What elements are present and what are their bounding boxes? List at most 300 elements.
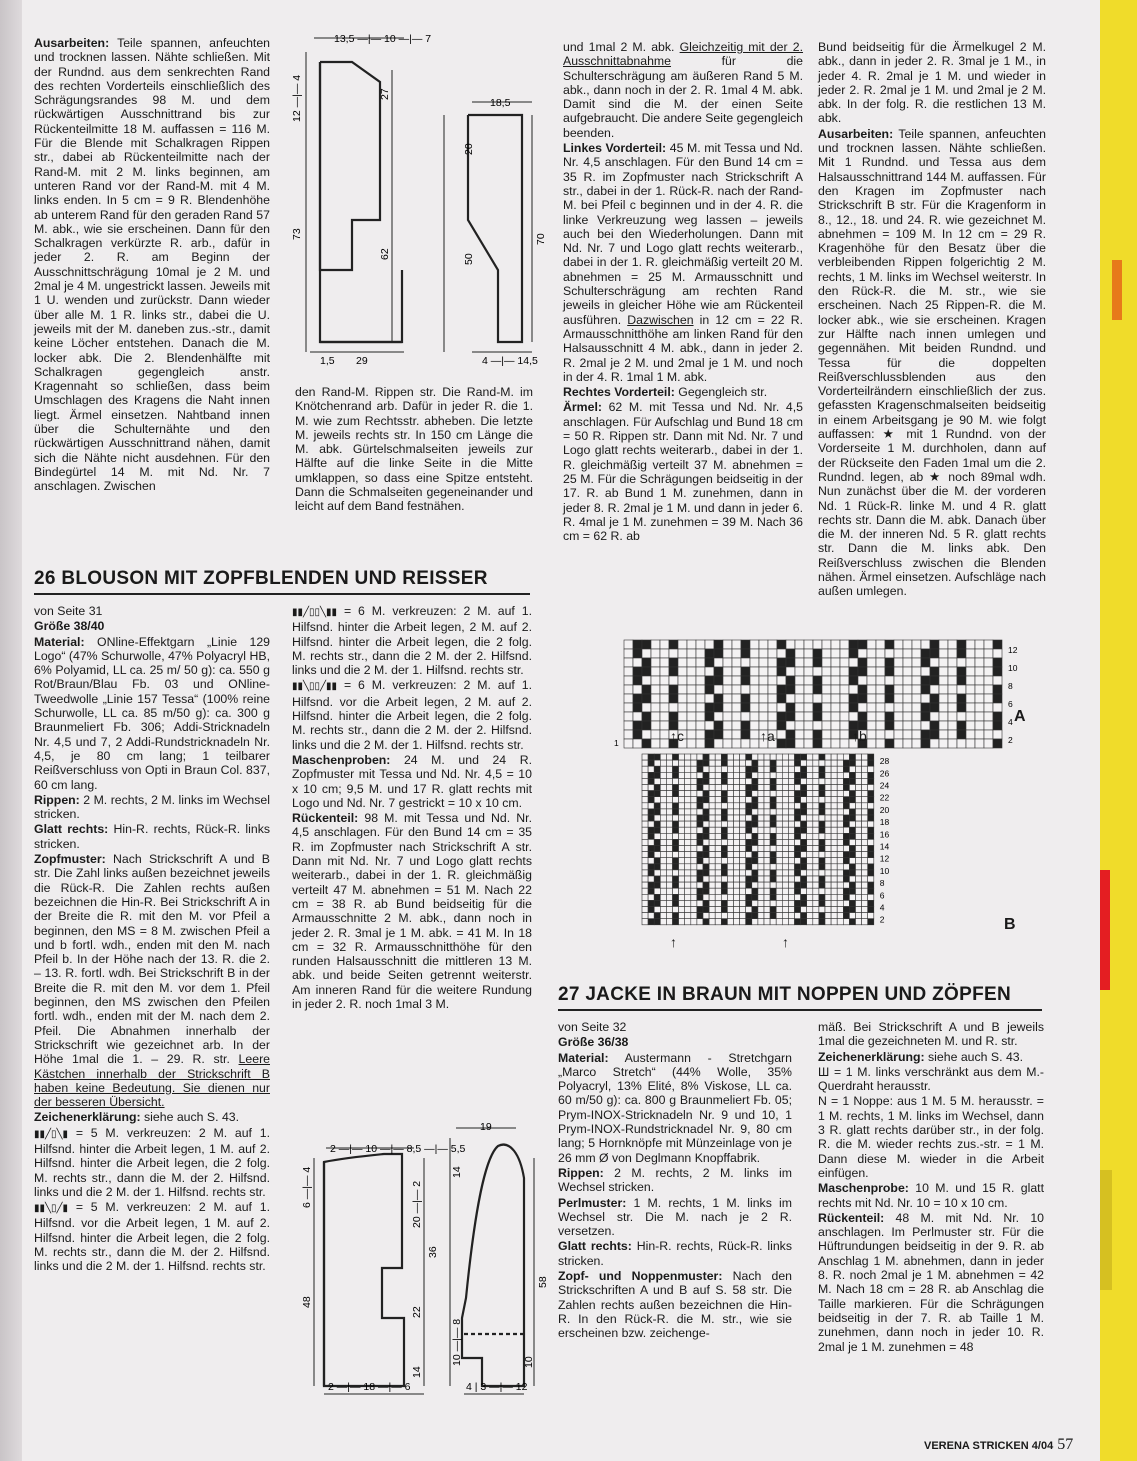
chart-cell: [948, 694, 957, 703]
sec26-rippen-text: 2 M. rechts, 2 M. links im Wechsel stricken.: [34, 792, 270, 822]
chart-cell: [727, 809, 733, 815]
chart-cell: [837, 907, 843, 913]
chart-cell: [776, 791, 782, 797]
dazwischen-underlined: Dazwischen: [627, 312, 694, 327]
chart-cell: [705, 712, 714, 721]
chart-cell: [746, 778, 752, 784]
chart-cell: [673, 821, 679, 827]
chart-cell: [770, 760, 776, 766]
chart-cell: [777, 739, 786, 748]
chart-cell: [825, 888, 831, 894]
chart-cell: [786, 667, 795, 676]
col4-ausarbeiten-label: Ausarbeiten:: [818, 126, 894, 141]
cable-symbol-icon: ▮▮╲▯╱▮: [34, 1203, 69, 1215]
chart-cell: [727, 919, 733, 925]
chart-cell: [666, 852, 672, 858]
chart-cell: [862, 919, 868, 925]
chart-cell: [822, 721, 831, 730]
chart-cell: [868, 839, 874, 845]
chart-cell: [862, 876, 868, 882]
chart-cell: [843, 839, 849, 845]
chart-cell: [831, 640, 840, 649]
chart-cell: [764, 797, 770, 803]
chart-cell: [750, 685, 759, 694]
chart-cell: [786, 730, 795, 739]
sec26-zeichen-label: Zeichenerklärung:: [34, 1110, 141, 1125]
chart-cell: [993, 721, 1002, 730]
chart-cell: [948, 730, 957, 739]
chart-cell: [752, 894, 758, 900]
chart-cell: [679, 852, 685, 858]
chart-cell: [642, 900, 648, 906]
chart-cell: [930, 667, 939, 676]
chart-cell: [758, 821, 764, 827]
chart-row-label: 6: [879, 890, 885, 901]
chart-cell: [741, 685, 750, 694]
chart-cell: [764, 778, 770, 784]
chart-cell: [795, 766, 801, 772]
chart-cell: [795, 919, 801, 925]
chart-cell: [868, 766, 874, 772]
chart-cell: [679, 766, 685, 772]
chart-cell: [957, 640, 966, 649]
chart-cell: [721, 785, 727, 791]
chart-cell: [939, 694, 948, 703]
chart-cell: [777, 649, 786, 658]
chart-cell: [770, 919, 776, 925]
chart-cell: [703, 766, 709, 772]
chart-cell: [687, 649, 696, 658]
chart-cell: [819, 833, 825, 839]
chart-row-label: 14: [879, 841, 890, 852]
chart-cell: [734, 833, 740, 839]
chart-cell: [788, 791, 794, 797]
chart-cell: [685, 766, 691, 772]
chart-cell: [840, 676, 849, 685]
chart-cell: [651, 721, 660, 730]
chart-cell: [795, 703, 804, 712]
chart-cell: [714, 739, 723, 748]
chart-cell: [849, 649, 858, 658]
chart-cell: [648, 797, 654, 803]
chart-cell: [648, 833, 654, 839]
chart-cell: [966, 640, 975, 649]
chart-cell: [703, 870, 709, 876]
chart-cell: [734, 846, 740, 852]
chart-cell: [691, 852, 697, 858]
chart-cell: [660, 721, 669, 730]
chart-cell: [849, 894, 855, 900]
chart-cell: [849, 900, 855, 906]
chart-cell: [703, 900, 709, 906]
chart-cell: [975, 703, 984, 712]
chart-cell: [703, 791, 709, 797]
edge-orange-tab: [1112, 260, 1122, 320]
chart-cell: [705, 685, 714, 694]
chart-cell: [786, 640, 795, 649]
chart-cell: [776, 833, 782, 839]
chart-cell: [660, 870, 666, 876]
chart-cell: [831, 833, 837, 839]
d1-sleeve-a: 20: [463, 143, 475, 155]
chart-cell: [903, 667, 912, 676]
chart-cell: [740, 754, 746, 760]
chart-cell: [673, 852, 679, 858]
chart-cell: [782, 760, 788, 766]
chart-cell: [752, 882, 758, 888]
chart-cell: [709, 754, 715, 760]
chart-cell: [795, 676, 804, 685]
chart-cell: [758, 797, 764, 803]
chart-cell: [795, 882, 801, 888]
chart-cell: [691, 900, 697, 906]
chart-cell: [856, 870, 862, 876]
chart-cell: [750, 658, 759, 667]
chart-cell: [831, 858, 837, 864]
chart-cell: [679, 815, 685, 821]
chart-cell: [957, 694, 966, 703]
sec27-zopf-text: Nach den Strickschriften A und B auf S. 58 str. Die Zahlen rechts außen bezeichnen die Hin-R. In den Rück-R. die M. str., wie sie erscheinen bzw. zeichenge-: [558, 1269, 793, 1341]
chart-cell: [813, 876, 819, 882]
body-outline: [320, 62, 380, 270]
chart-cell: [758, 900, 764, 906]
chart-cell: [654, 778, 660, 784]
chart-cell: [750, 703, 759, 712]
chart-cell: [764, 785, 770, 791]
chart-cell: [746, 772, 752, 778]
chart-cell: [903, 703, 912, 712]
chart-cell: [813, 864, 819, 870]
sec26-glatt-label: Glatt rechts:: [34, 822, 109, 837]
chart-cell: [868, 803, 874, 809]
chart-cell: [957, 649, 966, 658]
chart-cell: [687, 739, 696, 748]
chart-cell: [819, 791, 825, 797]
chart-cell: [651, 712, 660, 721]
chart-cell: [876, 721, 885, 730]
chart-cell: [715, 778, 721, 784]
chart-cell: [788, 803, 794, 809]
chart-cell: [642, 907, 648, 913]
chart-cell: [813, 703, 822, 712]
chart-cell: [642, 809, 648, 815]
chart-cell: [837, 833, 843, 839]
chart-cell: [843, 821, 849, 827]
d2-sleeve-bottom: 4 | 3 —|— 12: [466, 1381, 528, 1393]
chart-cell: [984, 667, 993, 676]
sec26-rippen-label: Rippen:: [34, 792, 80, 807]
chart-cell: [654, 894, 660, 900]
chart-cell: [948, 640, 957, 649]
chart-cell: [721, 803, 727, 809]
chart-cell: [807, 907, 813, 913]
chart-cell: [788, 864, 794, 870]
chart-cell: [758, 827, 764, 833]
chart-cell: [912, 667, 921, 676]
chart-cell: [862, 827, 868, 833]
chart-cell: [867, 658, 876, 667]
chart-cell: [939, 658, 948, 667]
sec26-material-label: Material:: [34, 634, 85, 649]
chart-cell: [831, 894, 837, 900]
chart-cell: [903, 676, 912, 685]
chart-cell: [705, 721, 714, 730]
chart-cell: [831, 730, 840, 739]
arrow-up-icon: ↑: [852, 728, 859, 744]
chart-cell: [727, 803, 733, 809]
chart-cell: [894, 667, 903, 676]
chart-cell: [691, 778, 697, 784]
chart-row-label: 1: [614, 738, 619, 748]
chart-cell: [752, 870, 758, 876]
page-gutter-shadow: [0, 0, 22, 1461]
chart-cell: [740, 827, 746, 833]
sec27-rippen-label: Rippen:: [558, 1165, 604, 1180]
chart-cell: [679, 827, 685, 833]
chart-row-label: 26: [879, 768, 890, 779]
chart-cell: [723, 712, 732, 721]
chart-cell: [837, 876, 843, 882]
chart-cell: [795, 821, 801, 827]
chart-cell: [840, 694, 849, 703]
chart-cell: [714, 703, 723, 712]
chart-cell: [788, 919, 794, 925]
chart-cell: [678, 703, 687, 712]
chart-cell: [691, 882, 697, 888]
chart-cell: [691, 870, 697, 876]
chart-cell: [975, 658, 984, 667]
chart-cell: [691, 815, 697, 821]
chart-cell: [795, 907, 801, 913]
chart-cell: [732, 676, 741, 685]
chart-cell: [697, 754, 703, 760]
chart-cell: [648, 870, 654, 876]
chart-cell: [758, 882, 764, 888]
chart-cell: [660, 778, 666, 784]
chart-cell: [795, 667, 804, 676]
chart-cell: [648, 815, 654, 821]
chart-cell: [801, 778, 807, 784]
chart-cell: [715, 766, 721, 772]
chart-cell: [740, 766, 746, 772]
chart-cell: [939, 685, 948, 694]
chart-cell: [666, 882, 672, 888]
chart-cell: [685, 778, 691, 784]
chart-cell: [813, 694, 822, 703]
chart-cell: [740, 760, 746, 766]
schematic-diagram-2: [284, 1118, 549, 1398]
chart-cell: [750, 721, 759, 730]
chart-cell: [807, 839, 813, 845]
chart-cell: [727, 785, 733, 791]
chart-cell: [807, 894, 813, 900]
chart-cell: [837, 882, 843, 888]
chart-cell: [770, 785, 776, 791]
chart-cell: [825, 858, 831, 864]
chart-cell: [669, 658, 678, 667]
chart-cell: [795, 833, 801, 839]
chart-cell: [788, 888, 794, 894]
chart-cell: [776, 882, 782, 888]
chart-cell: [727, 876, 733, 882]
d1-bottom-a: 1,5: [320, 355, 335, 367]
chart-cell: [804, 730, 813, 739]
chart-cell: [758, 858, 764, 864]
page-edge-strip: [1100, 0, 1137, 1461]
chart-row-label: 20: [879, 804, 890, 815]
chart-cell: [862, 772, 868, 778]
chart-row-label: 24: [879, 780, 890, 791]
chart-cell: [703, 839, 709, 845]
chart-cell: [696, 649, 705, 658]
chart-cell: [721, 882, 727, 888]
chart-cell: [831, 870, 837, 876]
chart-cell: [727, 894, 733, 900]
chart-cell: [648, 900, 654, 906]
sec26-material-text: ONline-Effektgarn „Linie 129 Logo“ (47% Schurwolle, 47% Polyacryl HB, 6% Polyamid, LL ca. 25 m/ 50 g): ca. 550 g Rot/Braun/Blau Fb. 03 und ONline-Tweedwolle „Linie 157 Tessa“ (100% reine Schurwolle, LL ca. 85 m/50 g): ca. 300 g Braunmeliert Fb. 306; Addi-Stricknadeln Nr. 4,5 und 7, 2 Addi-Rundstricknadeln Nr. 4,5, je 80 cm lang; 1 teilbarer Reißverschluss von Opti in Braun Col. 837, 60 cm lang.: [34, 634, 270, 792]
chart-cell: [801, 785, 807, 791]
d2-inner-b: 36: [427, 1246, 439, 1258]
chart-cell: [732, 640, 741, 649]
chart-cell: [715, 785, 721, 791]
chart-cell: [721, 815, 727, 821]
chart-cell: [660, 803, 666, 809]
chart-cell: [819, 888, 825, 894]
chart-cell: [868, 876, 874, 882]
chart-cell: [862, 815, 868, 821]
schematic-diagram-1: [292, 30, 554, 370]
chart-cell: [777, 712, 786, 721]
chart-cell: [685, 864, 691, 870]
chart-cell: [746, 846, 752, 852]
chart-cell: [885, 649, 894, 658]
chart-cell: [903, 649, 912, 658]
chart-cell: [697, 815, 703, 821]
chart-cell: [813, 888, 819, 894]
chart-cell: [862, 888, 868, 894]
chart-cell: [782, 852, 788, 858]
chart-cell: [624, 649, 633, 658]
chart-cell: [633, 739, 642, 748]
chart-cell: [697, 839, 703, 845]
chart-cell: [849, 852, 855, 858]
chart-cell: [651, 730, 660, 739]
chart-cell: [660, 739, 669, 748]
chart-cell: [837, 888, 843, 894]
chart-cell: [813, 882, 819, 888]
chart-cell: [993, 649, 1002, 658]
chart-cell: [752, 778, 758, 784]
chart-cell: [975, 649, 984, 658]
chart-cell: [849, 658, 858, 667]
chart-cell: [703, 815, 709, 821]
chart-cell: [721, 858, 727, 864]
chart-cell: [679, 797, 685, 803]
chart-cell: [801, 870, 807, 876]
chart-cell: [825, 791, 831, 797]
chart-cell: [903, 658, 912, 667]
chart-cell: [825, 864, 831, 870]
chart-cell: [819, 900, 825, 906]
chart-cell: [807, 766, 813, 772]
chart-cell: [758, 760, 764, 766]
chart-cell: [894, 685, 903, 694]
chart-cell: [776, 888, 782, 894]
chart-cell: [776, 815, 782, 821]
chart-cell: [642, 791, 648, 797]
chart-cell: [788, 894, 794, 900]
chart-cell: [727, 833, 733, 839]
chart-cell: [660, 791, 666, 797]
chart-cell: [752, 797, 758, 803]
chart-cell: [697, 803, 703, 809]
chart-cell: [642, 640, 651, 649]
chart-cell: [786, 703, 795, 712]
chart-cell: [813, 721, 822, 730]
chart-cell: [770, 766, 776, 772]
chart-cell: [894, 703, 903, 712]
chart-cell: [825, 870, 831, 876]
sec26-rueckenteil-text: 98 M. mit Tessa und Nd. Nr. 4,5 anschlagen. Für den Bund 14 cm = 35 R. im Zopfmuster nach Strickschrift A str. Dann mit Nd. Nr. 7 und Logo glatt rechts weiterarb., dabei in der 1. R. gleichmäßig verteilt 47 M. abnehmen = 51 M. Nach 22 cm = 38 R. ab Bund beidseitig für die Armausschnitte 2 M. abk., dann noch in jeder 2. R. 3mal je 1 M. abk. = 41 M. In 18 cm = 32 R. Armausschnitthöhe für den runden Halsausschnitt die mittleren 13 M. abk. und beide Seiten getrennt weiterstr. Am inneren Rand für die weitere Rundung in jeder 2. R. noch 1mal 3 M.: [292, 811, 532, 1012]
chart-cell: [819, 772, 825, 778]
chart-cell: [813, 913, 819, 919]
chart-cell: [764, 870, 770, 876]
chart-cell: [822, 694, 831, 703]
chart-b-label: B: [1004, 916, 1016, 933]
d2-sleeve-c: 10 —|— 8: [451, 1318, 463, 1366]
chart-cell: [856, 827, 862, 833]
chart-cell: [801, 821, 807, 827]
chart-cell: [723, 739, 732, 748]
chart-cell: [624, 658, 633, 667]
chart-cell: [764, 858, 770, 864]
chart-cell: [782, 882, 788, 888]
chart-cell: [740, 846, 746, 852]
chart-cell: [837, 803, 843, 809]
chart-cell: [840, 703, 849, 712]
chart-row-label: 8: [879, 878, 885, 889]
chart-cell: [782, 833, 788, 839]
chart-cell: [752, 913, 758, 919]
chart-cell: [660, 827, 666, 833]
chart-cell: [777, 703, 786, 712]
chart-cell: [831, 803, 837, 809]
chart-cell: [697, 785, 703, 791]
sec27-maschenprobe-label: Maschenprobe:: [818, 1181, 909, 1196]
chart-cell: [807, 791, 813, 797]
chart-cell: [697, 772, 703, 778]
d2-sleeve-a: 14: [451, 1166, 463, 1178]
chart-cell: [804, 640, 813, 649]
chart-cell: [776, 772, 782, 778]
chart-row-label: 12: [879, 853, 890, 864]
chart-cell: [795, 721, 804, 730]
chart-cell: [685, 785, 691, 791]
chart-cell: [654, 888, 660, 894]
chart-cell: [697, 888, 703, 894]
chart-cell: [740, 772, 746, 778]
chart-cell: [764, 754, 770, 760]
chart-cell: [715, 760, 721, 766]
chart-cell: [691, 791, 697, 797]
chart-cell: [709, 815, 715, 821]
chart-cell: [758, 833, 764, 839]
chart-cell: [862, 870, 868, 876]
chart-cell: [912, 658, 921, 667]
chart-cell: [764, 919, 770, 925]
chart-cell: [648, 803, 654, 809]
chart-cell: [709, 772, 715, 778]
